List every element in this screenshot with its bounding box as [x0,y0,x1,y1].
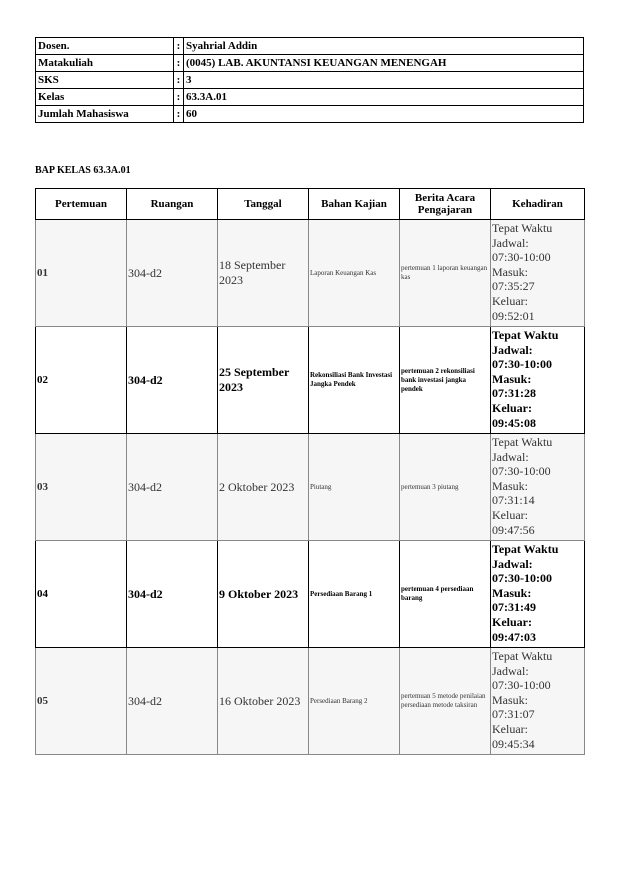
table-row [36,648,585,755]
header-pertemuan: Pertemuan [36,189,127,220]
check-in-label: Masuk: [492,585,532,600]
check-out-label: Keluar: [492,507,528,522]
meeting-number: 01 [36,220,127,327]
check-out-label: Keluar: [492,400,532,415]
info-value: 63.3A.01 [184,89,584,106]
check-in-time: 07:31:28 [492,386,536,401]
info-row-kelas [36,89,584,106]
check-out-label: Keluar: [492,293,528,308]
schedule-time: 07:30-10:00 [492,357,552,372]
schedule-time: 07:30-10:00 [492,678,551,693]
info-value: Syahrial Addin [184,38,584,55]
info-value: 60 [184,106,584,123]
header-kehadiran: Kehadiran [491,189,585,220]
check-in-label: Masuk: [492,692,528,707]
info-separator: : [174,38,184,55]
topic-cell: Persediaan Barang 2 [309,648,400,755]
check-out-label: Keluar: [492,721,528,736]
info-label: SKS [36,72,174,89]
attendance-status: Tepat Waktu [492,649,553,663]
meeting-number: 03 [36,434,127,541]
info-row-sks [36,72,584,89]
header-bahan-kajian: Bahan Kajian [309,189,400,220]
info-label: Kelas [36,89,174,106]
course-info-table [35,37,584,123]
info-row-jumlah-mahasiswa [36,106,584,123]
info-value: (0045) LAB. AKUNTANSI KEUANGAN MENENGAH [184,55,584,72]
check-out-time: 09:45:08 [492,415,536,430]
check-in-time: 07:31:14 [492,493,535,508]
bap-cell: pertemuan 1 laporan keuangan kas [400,220,491,327]
schedule-label: Jadwal: [492,663,529,678]
room-cell: 304-d2 [127,434,218,541]
check-in-time: 07:31:49 [492,600,536,615]
date-cell: 18 September 2023 [218,220,309,327]
bap-section-title: BAP KELAS 63.3A.01 [35,165,131,176]
info-separator: : [174,106,184,123]
attendance-cell [491,541,585,648]
header-ruangan: Ruangan [127,189,218,220]
check-out-time: 09:52:01 [492,308,535,323]
topic-cell: Laporan Keuangan Kas [309,220,400,327]
room-cell: 304-d2 [127,327,218,434]
schedule-label: Jadwal: [492,235,529,250]
topic-cell: Rekonsiliasi Bank Investasi Jangka Pendek [309,327,400,434]
check-in-time: 07:35:27 [492,279,535,294]
bap-table [35,188,585,755]
check-in-label: Masuk: [492,264,528,279]
bap-header-row [36,189,585,220]
bap-cell: pertemuan 4 persediaan barang [400,541,491,648]
info-row-dosen [36,38,584,55]
info-separator: : [174,55,184,72]
info-label: Dosen. [36,38,174,55]
bap-cell: pertemuan 5 metode penilaian persediaan metode taksiran [400,648,491,755]
table-row [36,220,585,327]
attendance-cell [491,648,585,755]
attendance-status: Tepat Waktu [492,221,553,235]
topic-cell: Persediaan Barang 1 [309,541,400,648]
check-in-label: Masuk: [492,371,532,386]
attendance-cell [491,327,585,434]
room-cell: 304-d2 [127,541,218,648]
attendance-status: Tepat Waktu [492,435,553,449]
date-cell: 16 Oktober 2023 [218,648,309,755]
room-cell: 304-d2 [127,648,218,755]
check-in-label: Masuk: [492,478,528,493]
info-label: Jumlah Mahasiswa [36,106,174,123]
attendance-cell [491,434,585,541]
table-row [36,327,585,434]
info-separator: : [174,89,184,106]
table-row [36,434,585,541]
schedule-time: 07:30-10:00 [492,464,551,479]
table-row [36,541,585,648]
info-separator: : [174,72,184,89]
check-out-time: 09:47:56 [492,522,535,537]
date-cell: 9 Oktober 2023 [218,541,309,648]
info-row-matakuliah [36,55,584,72]
attendance-cell [491,220,585,327]
info-value: 3 [184,72,584,89]
schedule-time: 07:30-10:00 [492,250,551,265]
attendance-status: Tepat Waktu [492,542,559,556]
schedule-label: Jadwal: [492,342,533,357]
date-cell: 25 September 2023 [218,327,309,434]
date-cell: 2 Oktober 2023 [218,434,309,541]
meeting-number: 05 [36,648,127,755]
schedule-label: Jadwal: [492,449,529,464]
header-berita-acara: Berita Acara Pengajaran [400,189,491,220]
meeting-number: 04 [36,541,127,648]
header-tanggal: Tanggal [218,189,309,220]
check-out-time: 09:45:34 [492,736,535,751]
bap-cell: pertemuan 3 piutang [400,434,491,541]
schedule-label: Jadwal: [492,556,533,571]
check-out-time: 09:47:03 [492,629,536,644]
bap-cell: pertemuan 2 rekonsiliasi bank investasi jangka pendek [400,327,491,434]
meeting-number: 02 [36,327,127,434]
check-out-label: Keluar: [492,614,532,629]
schedule-time: 07:30-10:00 [492,571,552,586]
info-label: Matakuliah [36,55,174,72]
attendance-status: Tepat Waktu [492,328,559,342]
bap-table-body [36,220,585,755]
topic-cell: Piutang [309,434,400,541]
check-in-time: 07:31:07 [492,707,535,722]
room-cell: 304-d2 [127,220,218,327]
